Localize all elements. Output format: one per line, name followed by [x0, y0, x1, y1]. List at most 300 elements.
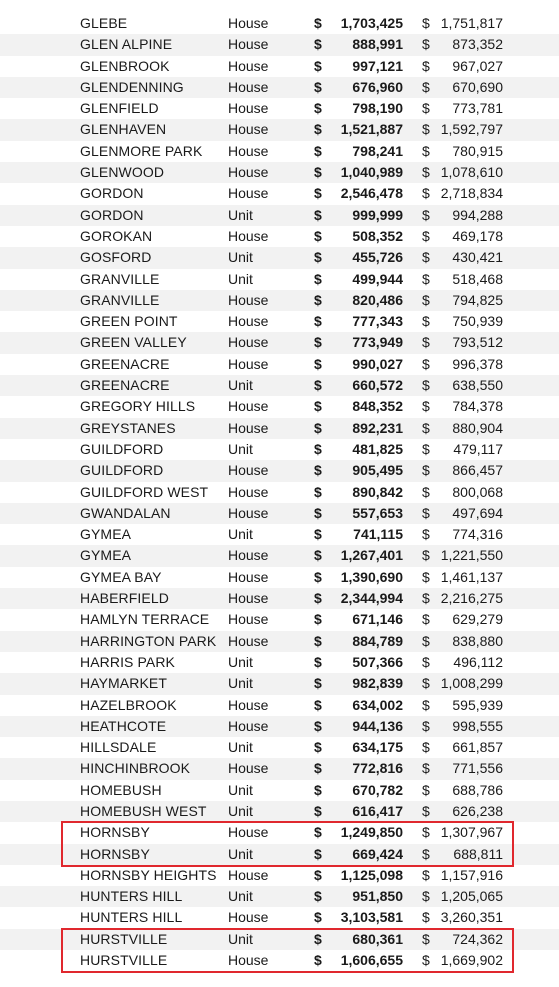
currency-symbol: $ — [422, 355, 430, 372]
currency-symbol: $ — [422, 952, 430, 969]
table-row — [0, 183, 559, 204]
previous-price-cell: 784,378 — [452, 398, 503, 415]
currency-symbol: $ — [422, 249, 430, 266]
suburb-cell: GRANVILLE — [80, 291, 160, 308]
currency-symbol: $ — [422, 419, 430, 436]
suburb-cell: GORDON — [80, 185, 144, 202]
previous-price-cell: 1,461,137 — [440, 568, 503, 585]
currency-symbol: $ — [314, 930, 322, 947]
table-row — [0, 482, 559, 503]
currency-symbol: $ — [314, 78, 322, 95]
currency-symbol: $ — [422, 717, 430, 734]
median-price-cell: 848,352 — [352, 398, 403, 415]
table-row — [0, 98, 559, 119]
currency-symbol: $ — [314, 121, 322, 138]
suburb-cell: HURSTVILLE — [80, 952, 168, 969]
median-price-cell: 798,190 — [352, 100, 403, 117]
median-price-cell: 1,521,887 — [340, 121, 403, 138]
suburb-cell: GREEN POINT — [80, 313, 178, 330]
previous-price-cell: 518,468 — [452, 270, 503, 287]
previous-price-cell: 1,221,550 — [440, 547, 503, 564]
property-type-cell: House — [228, 483, 269, 500]
median-price-cell: 982,839 — [352, 675, 403, 692]
median-price-cell: 999,999 — [352, 206, 403, 223]
suburb-cell: GOSFORD — [80, 249, 152, 266]
currency-symbol: $ — [314, 462, 322, 479]
median-price-cell: 1,390,690 — [340, 568, 403, 585]
suburb-cell: GREEN VALLEY — [80, 334, 187, 351]
previous-price-cell: 1,205,065 — [440, 888, 503, 905]
property-type-cell: House — [228, 15, 269, 31]
currency-symbol: $ — [314, 57, 322, 74]
suburb-cell: GREYSTANES — [80, 419, 176, 436]
table-row — [0, 822, 559, 843]
previous-price-cell: 629,279 — [452, 611, 503, 628]
median-price-cell: 508,352 — [352, 227, 403, 244]
suburb-cell: GLENWOOD — [80, 164, 165, 181]
table-row — [0, 460, 559, 481]
property-type-cell: Unit — [228, 781, 253, 798]
property-type-cell: House — [228, 398, 269, 415]
previous-price-cell: 866,457 — [452, 462, 503, 479]
currency-symbol: $ — [314, 547, 322, 564]
currency-symbol: $ — [314, 590, 322, 607]
currency-symbol: $ — [422, 696, 430, 713]
previous-price-cell: 794,825 — [452, 291, 503, 308]
table-row — [0, 332, 559, 353]
currency-symbol: $ — [422, 590, 430, 607]
median-price-cell: 2,546,478 — [340, 185, 403, 202]
median-price-cell: 671,146 — [352, 611, 403, 628]
table-row — [0, 77, 559, 98]
median-price-cell: 944,136 — [352, 717, 403, 734]
previous-price-cell: 496,112 — [453, 653, 503, 670]
previous-price-cell: 670,690 — [452, 78, 503, 95]
median-price-cell: 990,027 — [352, 355, 403, 372]
currency-symbol: $ — [314, 185, 322, 202]
property-type-cell: Unit — [228, 526, 253, 543]
currency-symbol: $ — [314, 398, 322, 415]
suburb-cell: HARRIS PARK — [80, 653, 175, 670]
previous-price-cell: 595,939 — [452, 696, 503, 713]
previous-price-cell: 724,362 — [452, 930, 503, 947]
currency-symbol: $ — [422, 36, 430, 53]
currency-symbol: $ — [314, 632, 322, 649]
currency-symbol: $ — [422, 547, 430, 564]
property-type-cell: Unit — [228, 930, 253, 947]
median-price-cell: 1,606,655 — [340, 952, 403, 969]
currency-symbol: $ — [314, 781, 322, 798]
property-type-cell: House — [228, 100, 269, 117]
previous-price-cell: 880,904 — [452, 419, 503, 436]
currency-symbol: $ — [422, 675, 430, 692]
currency-symbol: $ — [422, 78, 430, 95]
suburb-cell: HARRINGTON PARK — [80, 632, 217, 649]
currency-symbol: $ — [314, 270, 322, 287]
currency-symbol: $ — [422, 100, 430, 117]
property-type-cell: House — [228, 696, 269, 713]
suburb-cell: GREENACRE — [80, 355, 170, 372]
property-price-table — [0, 13, 559, 971]
suburb-cell: GREENACRE — [80, 377, 170, 394]
suburb-cell: HAMLYN TERRACE — [80, 611, 210, 628]
currency-symbol: $ — [314, 142, 322, 159]
previous-price-cell: 497,694 — [452, 504, 503, 521]
table-row — [0, 588, 559, 609]
previous-price-cell: 638,550 — [452, 377, 503, 394]
currency-symbol: $ — [314, 164, 322, 181]
currency-symbol: $ — [314, 696, 322, 713]
previous-price-cell: 967,027 — [452, 57, 503, 74]
table-row — [0, 929, 559, 950]
table-row — [0, 907, 559, 928]
currency-symbol: $ — [422, 909, 430, 926]
suburb-cell: HILLSDALE — [80, 739, 157, 756]
previous-price-cell: 469,178 — [452, 227, 503, 244]
suburb-cell: GRANVILLE — [80, 270, 160, 287]
property-type-cell: House — [228, 547, 269, 564]
property-type-cell: Unit — [228, 440, 253, 457]
currency-symbol: $ — [314, 845, 322, 862]
currency-symbol: $ — [314, 334, 322, 351]
property-type-cell: House — [228, 717, 269, 734]
table-row — [0, 503, 559, 524]
property-type-cell: House — [228, 334, 269, 351]
suburb-cell: GYMEA BAY — [80, 568, 162, 585]
table-row — [0, 354, 559, 375]
suburb-cell: HORNSBY HEIGHTS — [80, 866, 217, 883]
currency-symbol: $ — [314, 355, 322, 372]
median-price-cell: 772,816 — [352, 760, 403, 777]
property-type-cell: House — [228, 419, 269, 436]
currency-symbol: $ — [422, 377, 430, 394]
currency-symbol: $ — [314, 419, 322, 436]
currency-symbol: $ — [314, 15, 322, 31]
table-row — [0, 631, 559, 652]
currency-symbol: $ — [314, 866, 322, 883]
currency-symbol: $ — [422, 483, 430, 500]
table-row — [0, 205, 559, 226]
currency-symbol: $ — [314, 568, 322, 585]
previous-price-cell: 430,421 — [452, 249, 503, 266]
property-type-cell: House — [228, 227, 269, 244]
property-type-cell: Unit — [228, 802, 253, 819]
table-row — [0, 758, 559, 779]
median-price-cell: 616,417 — [352, 802, 403, 819]
median-price-cell: 499,944 — [352, 270, 403, 287]
property-type-cell: House — [228, 36, 269, 53]
currency-symbol: $ — [314, 227, 322, 244]
previous-price-cell: 688,786 — [452, 781, 503, 798]
median-price-cell: 997,121 — [352, 57, 403, 74]
property-type-cell: Unit — [228, 888, 253, 905]
previous-price-cell: 996,378 — [452, 355, 503, 372]
median-price-cell: 676,960 — [352, 78, 403, 95]
property-type-cell: House — [228, 504, 269, 521]
previous-price-cell: 1,592,797 — [440, 121, 503, 138]
table-row — [0, 609, 559, 630]
median-price-cell: 884,789 — [352, 632, 403, 649]
property-type-cell: Unit — [228, 249, 253, 266]
previous-price-cell: 873,352 — [452, 36, 503, 53]
table-row — [0, 396, 559, 417]
property-type-cell: House — [228, 291, 269, 308]
suburb-cell: HAYMARKET — [80, 675, 167, 692]
property-type-cell: Unit — [228, 675, 253, 692]
currency-symbol: $ — [422, 526, 430, 543]
suburb-cell: HUNTERS HILL — [80, 888, 183, 905]
currency-symbol: $ — [422, 121, 430, 138]
property-type-cell: House — [228, 313, 269, 330]
property-type-cell: House — [228, 355, 269, 372]
currency-symbol: $ — [314, 440, 322, 457]
currency-symbol: $ — [314, 952, 322, 969]
suburb-cell: HOMEBUSH WEST — [80, 802, 207, 819]
property-type-cell: House — [228, 824, 269, 841]
previous-price-cell: 838,880 — [452, 632, 503, 649]
suburb-cell: GLENFIELD — [80, 100, 159, 117]
table-row — [0, 375, 559, 396]
currency-symbol: $ — [422, 504, 430, 521]
currency-symbol: $ — [422, 739, 430, 756]
currency-symbol: $ — [422, 802, 430, 819]
property-type-cell: House — [228, 121, 269, 138]
previous-price-cell: 479,117 — [453, 440, 503, 457]
table-row — [0, 695, 559, 716]
table-row — [0, 269, 559, 290]
suburb-cell: GUILDFORD WEST — [80, 483, 209, 500]
table-row — [0, 716, 559, 737]
currency-symbol: $ — [314, 909, 322, 926]
median-price-cell: 741,115 — [353, 526, 403, 543]
previous-price-cell: 1,751,817 — [440, 15, 503, 31]
suburb-cell: HUNTERS HILL — [80, 909, 183, 926]
currency-symbol: $ — [314, 483, 322, 500]
previous-price-cell: 750,939 — [452, 313, 503, 330]
suburb-cell: GLENDENNING — [80, 78, 184, 95]
median-price-cell: 905,495 — [352, 462, 403, 479]
property-type-cell: House — [228, 57, 269, 74]
previous-price-cell: 1,669,902 — [440, 952, 503, 969]
currency-symbol: $ — [314, 611, 322, 628]
table-row — [0, 290, 559, 311]
suburb-cell: GLEN ALPINE — [80, 36, 173, 53]
currency-symbol: $ — [422, 632, 430, 649]
property-type-cell: House — [228, 590, 269, 607]
currency-symbol: $ — [314, 526, 322, 543]
median-price-cell: 557,653 — [352, 504, 403, 521]
table-row — [0, 886, 559, 907]
previous-price-cell: 774,316 — [452, 526, 503, 543]
currency-symbol: $ — [314, 888, 322, 905]
previous-price-cell: 661,857 — [452, 739, 503, 756]
property-type-cell: Unit — [228, 653, 253, 670]
currency-symbol: $ — [422, 313, 430, 330]
currency-symbol: $ — [314, 36, 322, 53]
suburb-cell: HABERFIELD — [80, 590, 169, 607]
property-type-cell: Unit — [228, 270, 253, 287]
suburb-cell: GREGORY HILLS — [80, 398, 196, 415]
currency-symbol: $ — [422, 888, 430, 905]
median-price-cell: 670,782 — [352, 781, 403, 798]
currency-symbol: $ — [422, 611, 430, 628]
currency-symbol: $ — [422, 142, 430, 159]
previous-price-cell: 2,718,834 — [440, 185, 503, 202]
suburb-cell: HURSTVILLE — [80, 930, 168, 947]
median-price-cell: 680,361 — [352, 930, 403, 947]
table-row — [0, 737, 559, 758]
currency-symbol: $ — [314, 653, 322, 670]
property-type-cell: House — [228, 78, 269, 95]
table-row — [0, 567, 559, 588]
median-price-cell: 481,825 — [352, 440, 403, 457]
median-price-cell: 669,424 — [352, 845, 403, 862]
currency-symbol: $ — [314, 291, 322, 308]
table-row — [0, 439, 559, 460]
median-price-cell: 1,125,098 — [340, 866, 403, 883]
property-type-cell: Unit — [228, 845, 253, 862]
table-row — [0, 673, 559, 694]
median-price-cell: 888,991 — [352, 36, 403, 53]
table-row — [0, 226, 559, 247]
table-row — [0, 950, 559, 971]
previous-price-cell: 1,157,916 — [440, 866, 503, 883]
currency-symbol: $ — [422, 462, 430, 479]
median-price-cell: 820,486 — [352, 291, 403, 308]
median-price-cell: 634,002 — [352, 696, 403, 713]
median-price-cell: 660,572 — [352, 377, 403, 394]
previous-price-cell: 688,811 — [453, 845, 503, 862]
suburb-cell: HAZELBROOK — [80, 696, 177, 713]
currency-symbol: $ — [314, 377, 322, 394]
property-type-cell: House — [228, 462, 269, 479]
previous-price-cell: 780,915 — [452, 142, 503, 159]
currency-symbol: $ — [422, 206, 430, 223]
suburb-cell: GYMEA — [80, 547, 132, 564]
property-type-cell: House — [228, 611, 269, 628]
currency-symbol: $ — [422, 653, 430, 670]
table-row — [0, 865, 559, 886]
median-price-cell: 1,249,850 — [340, 824, 403, 841]
currency-symbol: $ — [314, 313, 322, 330]
suburb-cell: GORDON — [80, 206, 144, 223]
property-type-cell: Unit — [228, 206, 253, 223]
currency-symbol: $ — [314, 675, 322, 692]
property-type-cell: House — [228, 866, 269, 883]
suburb-cell: GUILDFORD — [80, 462, 164, 479]
table-row — [0, 13, 559, 34]
property-type-cell: House — [228, 952, 269, 969]
currency-symbol: $ — [422, 568, 430, 585]
suburb-cell: GLEBE — [80, 15, 128, 31]
median-price-cell: 634,175 — [352, 739, 403, 756]
property-type-cell: House — [228, 632, 269, 649]
currency-symbol: $ — [422, 824, 430, 841]
currency-symbol: $ — [422, 291, 430, 308]
table-row — [0, 34, 559, 55]
currency-symbol: $ — [314, 249, 322, 266]
currency-symbol: $ — [422, 334, 430, 351]
table-row — [0, 801, 559, 822]
table-row — [0, 524, 559, 545]
median-price-cell: 1,267,401 — [340, 547, 403, 564]
previous-price-cell: 1,307,967 — [440, 824, 503, 841]
currency-symbol: $ — [422, 781, 430, 798]
table-row — [0, 780, 559, 801]
currency-symbol: $ — [314, 760, 322, 777]
median-price-cell: 1,040,989 — [340, 164, 403, 181]
currency-symbol: $ — [314, 717, 322, 734]
currency-symbol: $ — [422, 57, 430, 74]
currency-symbol: $ — [422, 227, 430, 244]
property-type-cell: House — [228, 142, 269, 159]
currency-symbol: $ — [314, 802, 322, 819]
previous-price-cell: 1,008,299 — [440, 675, 503, 692]
suburb-cell: HOMEBUSH — [80, 781, 162, 798]
median-price-cell: 890,842 — [352, 483, 403, 500]
previous-price-cell: 2,216,275 — [440, 590, 503, 607]
table-row — [0, 844, 559, 865]
currency-symbol: $ — [422, 398, 430, 415]
table-row — [0, 119, 559, 140]
suburb-cell: HEATHCOTE — [80, 717, 167, 734]
property-type-cell: Unit — [228, 377, 253, 394]
currency-symbol: $ — [422, 270, 430, 287]
currency-symbol: $ — [422, 760, 430, 777]
currency-symbol: $ — [314, 504, 322, 521]
suburb-cell: HORNSBY — [80, 824, 150, 841]
currency-symbol: $ — [422, 440, 430, 457]
currency-symbol: $ — [422, 164, 430, 181]
property-type-cell: House — [228, 568, 269, 585]
currency-symbol: $ — [314, 206, 322, 223]
median-price-cell: 2,344,994 — [340, 590, 403, 607]
median-price-cell: 777,343 — [352, 313, 403, 330]
currency-symbol: $ — [422, 185, 430, 202]
currency-symbol: $ — [422, 845, 430, 862]
currency-symbol: $ — [422, 930, 430, 947]
property-type-cell: House — [228, 164, 269, 181]
table-row — [0, 141, 559, 162]
median-price-cell: 951,850 — [352, 888, 403, 905]
suburb-cell: GYMEA — [80, 526, 132, 543]
previous-price-cell: 3,260,351 — [440, 909, 503, 926]
currency-symbol: $ — [314, 100, 322, 117]
table-row — [0, 311, 559, 332]
median-price-cell: 455,726 — [352, 249, 403, 266]
currency-symbol: $ — [314, 739, 322, 756]
property-type-cell: House — [228, 909, 269, 926]
previous-price-cell: 626,238 — [452, 802, 503, 819]
previous-price-cell: 773,781 — [452, 100, 503, 117]
suburb-cell: HORNSBY — [80, 845, 150, 862]
previous-price-cell: 771,556 — [452, 760, 503, 777]
previous-price-cell: 998,555 — [452, 717, 503, 734]
currency-symbol: $ — [314, 824, 322, 841]
table-row — [0, 162, 559, 183]
suburb-cell: GLENBROOK — [80, 57, 170, 74]
previous-price-cell: 800,068 — [452, 483, 503, 500]
currency-symbol: $ — [422, 866, 430, 883]
table-row — [0, 652, 559, 673]
median-price-cell: 892,231 — [352, 419, 403, 436]
median-price-cell: 1,703,425 — [340, 15, 403, 31]
median-price-cell: 507,366 — [352, 653, 403, 670]
suburb-cell: GLENHAVEN — [80, 121, 167, 138]
property-type-cell: House — [228, 185, 269, 202]
property-type-cell: House — [228, 760, 269, 777]
table-row — [0, 247, 559, 268]
